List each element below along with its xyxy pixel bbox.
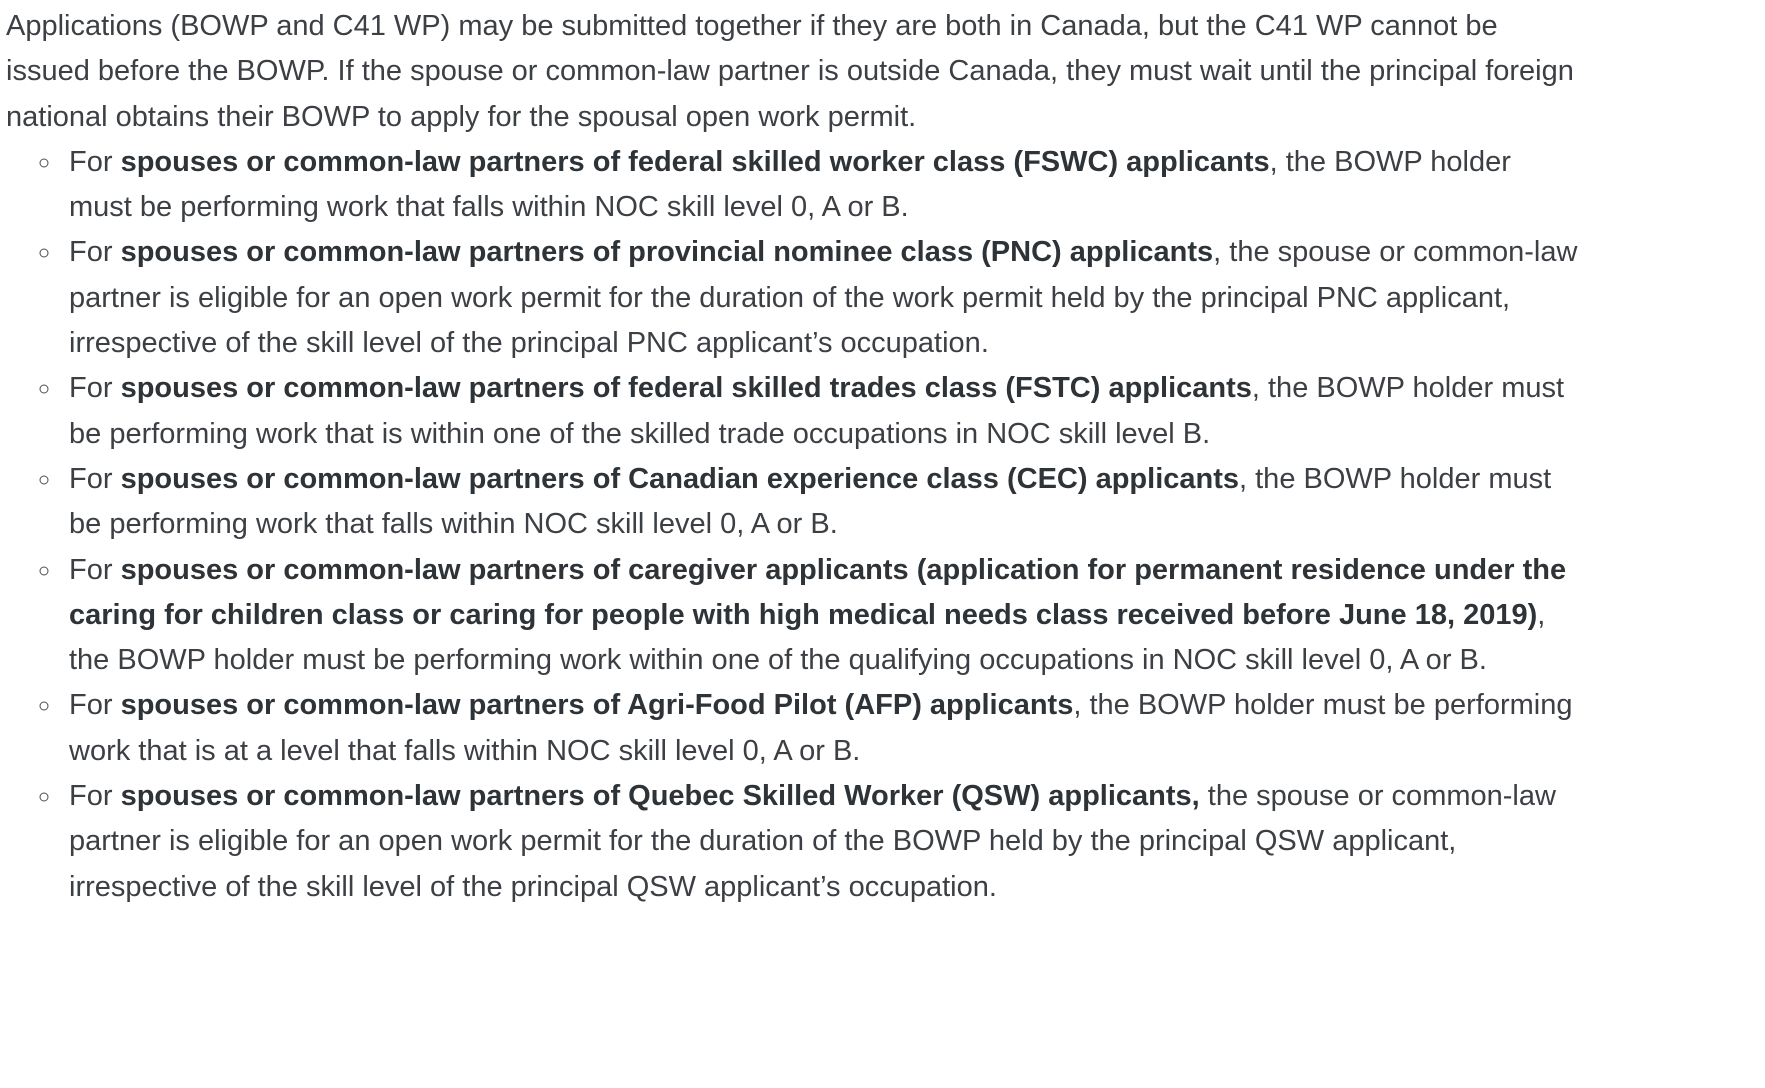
list-item-caregiver xyxy=(63,548,1580,684)
list-item-fstc xyxy=(63,366,1580,457)
list-item-prefix: For xyxy=(69,553,121,586)
list-item-bold-text: spouses or common-law partners of Agri-Food Pilot (AFP) applicants xyxy=(120,689,1074,722)
list-item-cec xyxy=(63,457,1580,548)
list-item-rest: , the BOWP holder must be performing work that falls within NOC skill level 0, A or B. xyxy=(69,145,1511,224)
list-item-afp xyxy=(63,683,1580,774)
list-item-prefix: For xyxy=(69,689,121,722)
list-item-rest: the spouse or common-law partner is eligible for an open work permit for the duration of the BOWP held by the principal QSW applicant, irrespective of the skill level of the principal QSW applicant’s occupation. xyxy=(69,780,1556,903)
list-item-rest: , the BOWP holder must be performing work within one of the qualifying occupations in NOC skill level 0, A or B. xyxy=(69,598,1546,677)
list-item-bold-text: spouses or common-law partners of Quebec Skilled Worker (QSW) applicants, xyxy=(120,780,1200,813)
list-item-prefix: For xyxy=(69,462,121,495)
bullet-list xyxy=(6,140,1580,910)
list-item-bold-text: spouses or common-law partners of federal skilled worker class (FSWC) applicants xyxy=(120,145,1270,178)
intro-paragraph: Applications (BOWP and C41 WP) may be submitted together if they are both in Canada, but the C41 WP cannot be issued before the BOWP. If the spouse or common-law partner is outside Canada, they must wait until the principal foreign national obtains their BOWP to apply for the spousal open work permit. xyxy=(6,10,1574,133)
list-item-prefix: For xyxy=(69,145,121,178)
list-item-fswc xyxy=(63,140,1580,231)
list-item-prefix: For xyxy=(69,780,121,813)
list-item-rest: , the spouse or common-law partner is eligible for an open work permit for the duration of the work permit held by the principal PNC applicant, irrespective of the skill level of the principal PNC applicant’s occupation. xyxy=(69,236,1578,360)
list-item-bold-text: spouses or common-law partners of Canadian experience class (CEC) applicants xyxy=(120,462,1240,495)
list-item-bold-text: spouses or common-law partners of provincial nominee class (PNC) applicants xyxy=(120,236,1214,269)
list-item-rest: , the BOWP holder must be performing work that is within one of the skilled trade occupations in NOC skill level B. xyxy=(69,372,1565,450)
list-item-bold-text: spouses or common-law partners of caregiver applicants (application for permanent residence under the caring for children class or caring for people with high medical needs class received before June 18, 2019) xyxy=(69,553,1567,631)
list-item-prefix: For xyxy=(69,236,121,269)
list-item-qsw xyxy=(63,774,1580,910)
list-item-rest: , the BOWP holder must be performing work that is at a level that falls within NOC skill level 0, A or B. xyxy=(69,689,1573,767)
list-item-prefix: For xyxy=(69,372,121,405)
list-item-pnc xyxy=(63,230,1580,366)
list-item-bold-text: spouses or common-law partners of federal skilled trades class (FSTC) applicants xyxy=(120,372,1252,405)
list-item-rest: , the BOWP holder must be performing work that falls within NOC skill level 0, A or B. xyxy=(69,462,1552,541)
